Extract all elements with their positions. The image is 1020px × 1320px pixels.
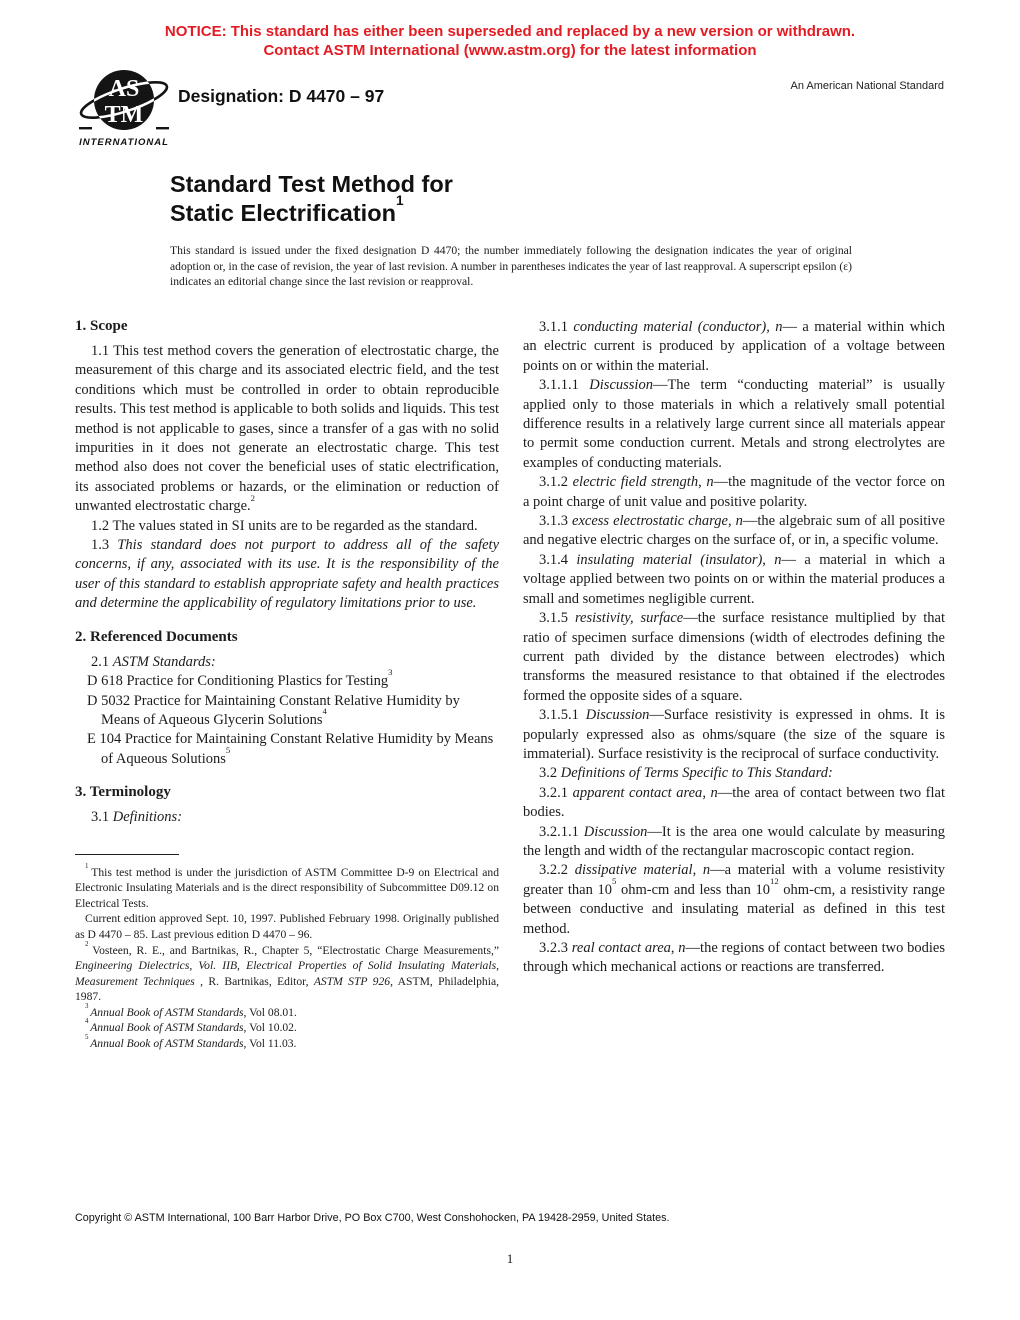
paragraph-3-2-2: 3.2.2 dissipative material, n—a material with a volume resistivity greater than $10^5$ ohm-cm and less than $10^{12}$ ohm-cm, a resistivity range between conductive and insulating material as defined in this test method. bbox=[523, 862, 945, 937]
footnote-2: $^2$ Vosteen, R. E., and Bartnikas, R., Chapter 5, “Electrostatic Charge Measurements,” Engineering Dielectrics, Vol. IIB, Electrical Properties of Solid Insulating Materials, Measurement Techniques , R. Bartnikas, Editor, ASTM STP 926, ASTM, Philadelphia, 1987. bbox=[75, 939, 500, 1004]
footnote-4: $^4$ Annual Book of ASTM Standards, Vol 10.02. bbox=[85, 1017, 297, 1035]
footnote-3: $^3$ Annual Book of ASTM Standards, Vol 08.01. bbox=[85, 1001, 297, 1019]
paragraph-3-1-4: 3.1.4 insulating material (insulator), n— a material in which a voltage applied between two points on or within the material produces a small and sometimes negligible current. bbox=[523, 551, 945, 607]
notice-line-2: Contact ASTM International (www.astm.org) for the latest information bbox=[263, 42, 757, 59]
paragraph-3-1: 3.1 Definitions: bbox=[91, 809, 183, 826]
section-heading-scope: 1. Scope bbox=[75, 318, 128, 334]
left-column bbox=[75, 318, 499, 1052]
paragraph-3-1-5: 3.1.5 resistivity, surface—the surface resistance multiplied by that ratio of specimen surface dimensions (width of electrodes defining the current path divided by the distance between electrodes) which transforms the measured resistance to that obtained if the electrodes formed the opposite sides of a square. bbox=[523, 610, 945, 704]
paragraph-3-2-1-1: 3.2.1.1 Discussion—It is the area one would calculate by measuring the length and width of the rectangular macroscopic contact region. bbox=[523, 823, 945, 859]
logo-letters-top: AS bbox=[108, 76, 140, 102]
national-standard-note: An American National Standard bbox=[790, 80, 944, 92]
footnote-5: $^5$ Annual Book of ASTM Standards, Vol 11.03. bbox=[85, 1033, 297, 1051]
paragraph-1-3: 1.3 This standard does not purport to address all of the safety concerns, if any, associated with its use. It is the responsibility of the user of this standard to establish appropriate safety and health practices and determine the applicability of regulatory limitations prior to use. bbox=[75, 537, 499, 612]
paragraph-3-1-1: 3.1.1 conducting material (conductor), n— a material within which an electric current is produced by application of a voltage between points on or within the material. bbox=[523, 319, 946, 374]
notice-line-1: NOTICE: This standard has either been superseded and replaced by a new version or withdrawn. bbox=[164, 23, 856, 40]
paragraph-3-1-2: 3.1.2 electric field strength, n—the magnitude of the vector force on a point charge of unit value and positive polarity. bbox=[523, 474, 946, 510]
document-title bbox=[170, 170, 453, 228]
paragraph-2-1: 2.1 ASTM Standards: bbox=[91, 653, 216, 670]
preamble-text: This standard is issued under the fixed designation D 4470; the number immediately following the designation indicates the year of original adoption or, in the case of revision, the year of last revision. A number in parentheses indicates the year of last reapproval. A superscript epsilon (ε) indicates an editorial change since the last revision or reapproval. bbox=[170, 244, 852, 288]
paragraph-1-1: 1.1 This test method covers the generation of electrostatic charge, the measurement of this charge and its associated electric field, and the test conditions which must be controlled in order to obtain reproducible results. This test method is applicable to both solids and liquids. This test method is not applicable to gases, since a transfer of a gas with no solid impurities in it does not generate an electrostatic charge. This test method also does not cover the beneficial uses of static electrification, its associated problems or hazards, or the elimination or reduction of unwanted electrostatic charge.$^2$ bbox=[75, 343, 499, 515]
logo-international-label: INTERNATIONAL bbox=[79, 137, 169, 148]
paragraph-3-2-3: 3.2.3 real contact area, n—the regions of contact between two bodies through which mechanical actions or reactions are transferred. bbox=[523, 940, 945, 976]
designation-text: Designation: D 4470 – 97 bbox=[178, 86, 385, 106]
section-heading-referenced-documents: 2. Referenced Documents bbox=[75, 628, 238, 645]
document-title-line-2: Static Electrification$^1$ bbox=[170, 193, 404, 226]
footer-copyright: Copyright © ASTM International, 100 Barr Harbor Drive, PO Box C700, West Conshohocken, PA 19428-2959, United States. bbox=[75, 1212, 670, 1224]
footnote-1: $^1$ This test method is under the jurisdiction of ASTM Committee D-9 on Electrical and Electronic Insulating Materials and is the direct responsibility of Subcommittee D09.12 on Electrical Tests. bbox=[75, 861, 500, 910]
footnote-1-continued: Current edition approved Sept. 10, 1997. Published February 1998. Originally published as D 4470 – 85. Last previous edition D 4470 – 96. bbox=[75, 912, 499, 941]
section-heading-terminology: 3. Terminology bbox=[75, 784, 171, 801]
notice-banner bbox=[0, 22, 1020, 60]
paragraph-3-1-3: 3.1.3 excess electrostatic charge, n—the algebraic sum of all positive and negative electric charges on the surface of, or in, a specific volume. bbox=[523, 513, 945, 549]
right-column bbox=[523, 318, 945, 978]
paragraph-3-2: 3.2 Definitions of Terms Specific to This Standard: bbox=[539, 765, 833, 782]
paragraph-3-1-5-1: 3.1.5.1 Discussion—Surface resistivity is expressed in ohms. It is popularly expressed also as ohms/square (the size of the square is immaterial). Surface resistivity is the reciprocal of surface conductivity. bbox=[523, 707, 946, 762]
paragraph-3-1-1-1: 3.1.1.1 Discussion—The term “conducting material” is usually applied only to those materials in which a relatively small potential difference results in a relatively large current since all materials appear to permit some conduction current. Metals and strong electrolytes are examples of conducting materials. bbox=[523, 377, 945, 471]
paragraph-3-2-1: 3.2.1 apparent contact area, n—the area of contact between two flat bodies. bbox=[523, 784, 945, 821]
footnote-separator bbox=[75, 854, 179, 855]
reference-item-d618: D 618 Practice for Conditioning Plastics for Testing$^3$ bbox=[87, 667, 393, 690]
logo-letters-bottom: TM bbox=[104, 102, 144, 128]
document-title-line-1: Standard Test Method for bbox=[170, 171, 453, 197]
paragraph-1-2: 1.2 The values stated in SI units are to be regarded as the standard. bbox=[91, 517, 478, 534]
page-number: 1 bbox=[506, 1252, 514, 1266]
astm-logo bbox=[76, 68, 172, 148]
reference-item-d5032: D 5032 Practice for Maintaining Constant Relative Humidity by Means of Aqueous Glycerin Solutions$^4$ bbox=[87, 692, 460, 728]
reference-item-e104: E 104 Practice for Maintaining Constant Relative Humidity by Means of Aqueous Solutions$^5$ bbox=[87, 731, 494, 767]
astm-logo-icon bbox=[78, 68, 170, 136]
